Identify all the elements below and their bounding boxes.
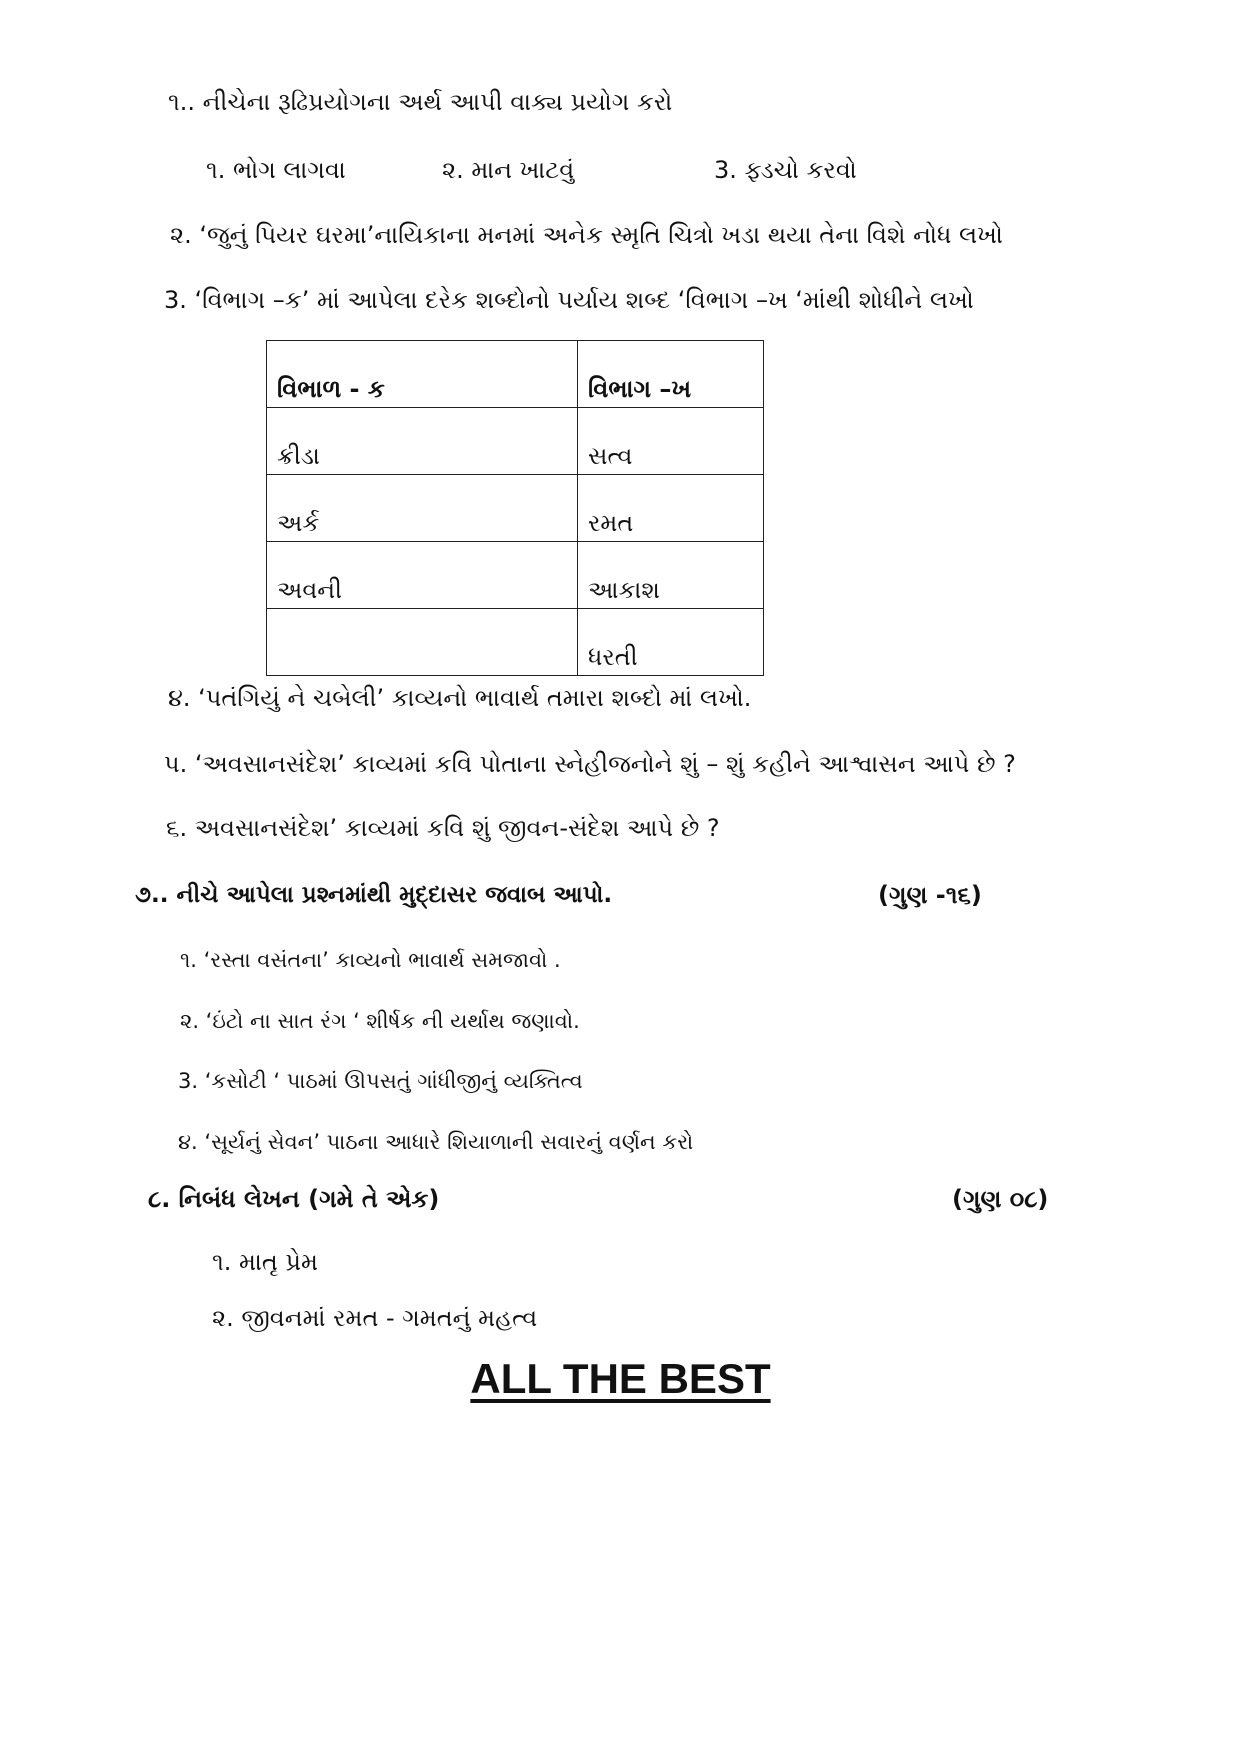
table-header-b: વિભાગ –ખ xyxy=(578,341,764,408)
section8-item-1: ૧. માતૃ પ્રેમ xyxy=(212,1248,318,1276)
table-row xyxy=(267,609,764,676)
q6-text: ૬. અવસાનસંદેશ’ કાવ્યમાં કવિ શું જીવન-સંદેશ આપે છે ? xyxy=(166,814,720,842)
q1-item-2: ૨. માન ખાટવું xyxy=(442,156,575,184)
q1-item-3: 3. ફ્ડચો કરવો xyxy=(714,156,857,184)
q2-text: ૨. ‘જુનું પિયર ઘરમા’નાયિકાના મનમાં અનેક સ્મૃતિ ચિત્રો ખડા થયા તેના વિશે નોધ લખો xyxy=(170,221,1003,249)
section7-item-2: ૨. ‘ઇંટો ના સાત રંગ ‘ શીર્ષક ની યર્થાથ જણાવો. xyxy=(180,1009,580,1033)
table-row xyxy=(267,475,764,542)
synonym-table xyxy=(266,340,764,676)
table-header-row xyxy=(267,341,764,408)
table-cell-b: રમત xyxy=(578,475,764,542)
table-cell-a: ક્રીડા xyxy=(267,408,578,475)
table-cell-a: અવની xyxy=(267,542,578,609)
table-row xyxy=(267,542,764,609)
q1-heading: ૧.. નીચેના રૂઢિપ્રયોગના અર્થ આપી વાક્ય પ્રયોગ કરો xyxy=(168,88,673,116)
q3-heading: 3. ‘વિભાગ –ક’ માં આપેલા દરેક શબ્દોનો પર્યાય શબ્દ ‘વિભાગ –ખ ‘માંથી શોધીને લખો xyxy=(164,286,974,314)
q4-text: ૪. ‘પતંગિયું ને ચબેલી’ કાવ્યનો ભાવાર્થ તમારા શબ્દો માં લખો. xyxy=(168,684,752,712)
q5-text: પ. ‘અવસાનસંદેશ’ કાવ્યમાં કવિ પોતાના સ્નેહીજનોને શું – શું કહીને આશ્વાસન આપે છે ? xyxy=(164,750,1016,778)
q1-item-1: ૧. ભોગ લાગવા xyxy=(206,156,346,184)
table-cell-b: આકાશ xyxy=(578,542,764,609)
table-cell-a: અર્ક xyxy=(267,475,578,542)
section7-item-1: ૧. ‘રસ્તા વસંતના’ કાવ્યનો ભાવાર્થ સમજાવો . xyxy=(180,948,561,972)
section7-item-4: ૪. ‘સૂર્યનું સેવન’ પાઠના આધારે શિયાળાની સવારનું વર્ણન કરો xyxy=(178,1130,694,1154)
section7-item-3: 3. ‘કસોટી ‘ પાઠમાં ઊપસતું ગાંધીજીનું વ્યક્તિત્વ xyxy=(178,1069,583,1093)
closing-message: ALL THE BEST xyxy=(470,1355,771,1402)
table-header-a: વિભાળ - ક xyxy=(267,341,578,408)
section8-item-2: ૨. જીવનમાં રમત - ગમતનું મહત્વ xyxy=(212,1304,538,1332)
section8-heading: ૮. નિબંધ લેખન (ગમે તે એક) xyxy=(148,1185,440,1213)
table-row xyxy=(267,408,764,475)
section7-heading: ૭.. નીચે આપેલા પ્રશ્નમાંથી મુદ્દાસર જવાબ આપો. xyxy=(135,882,613,908)
table-cell-b: સત્વ xyxy=(578,408,764,475)
section8-marks: (ગુણ ૦૮) xyxy=(952,1185,1049,1213)
table-cell-b: ધરતી xyxy=(578,609,764,676)
table-cell-a xyxy=(267,609,578,676)
section7-marks: (ગુણ -૧૬) xyxy=(878,881,982,909)
